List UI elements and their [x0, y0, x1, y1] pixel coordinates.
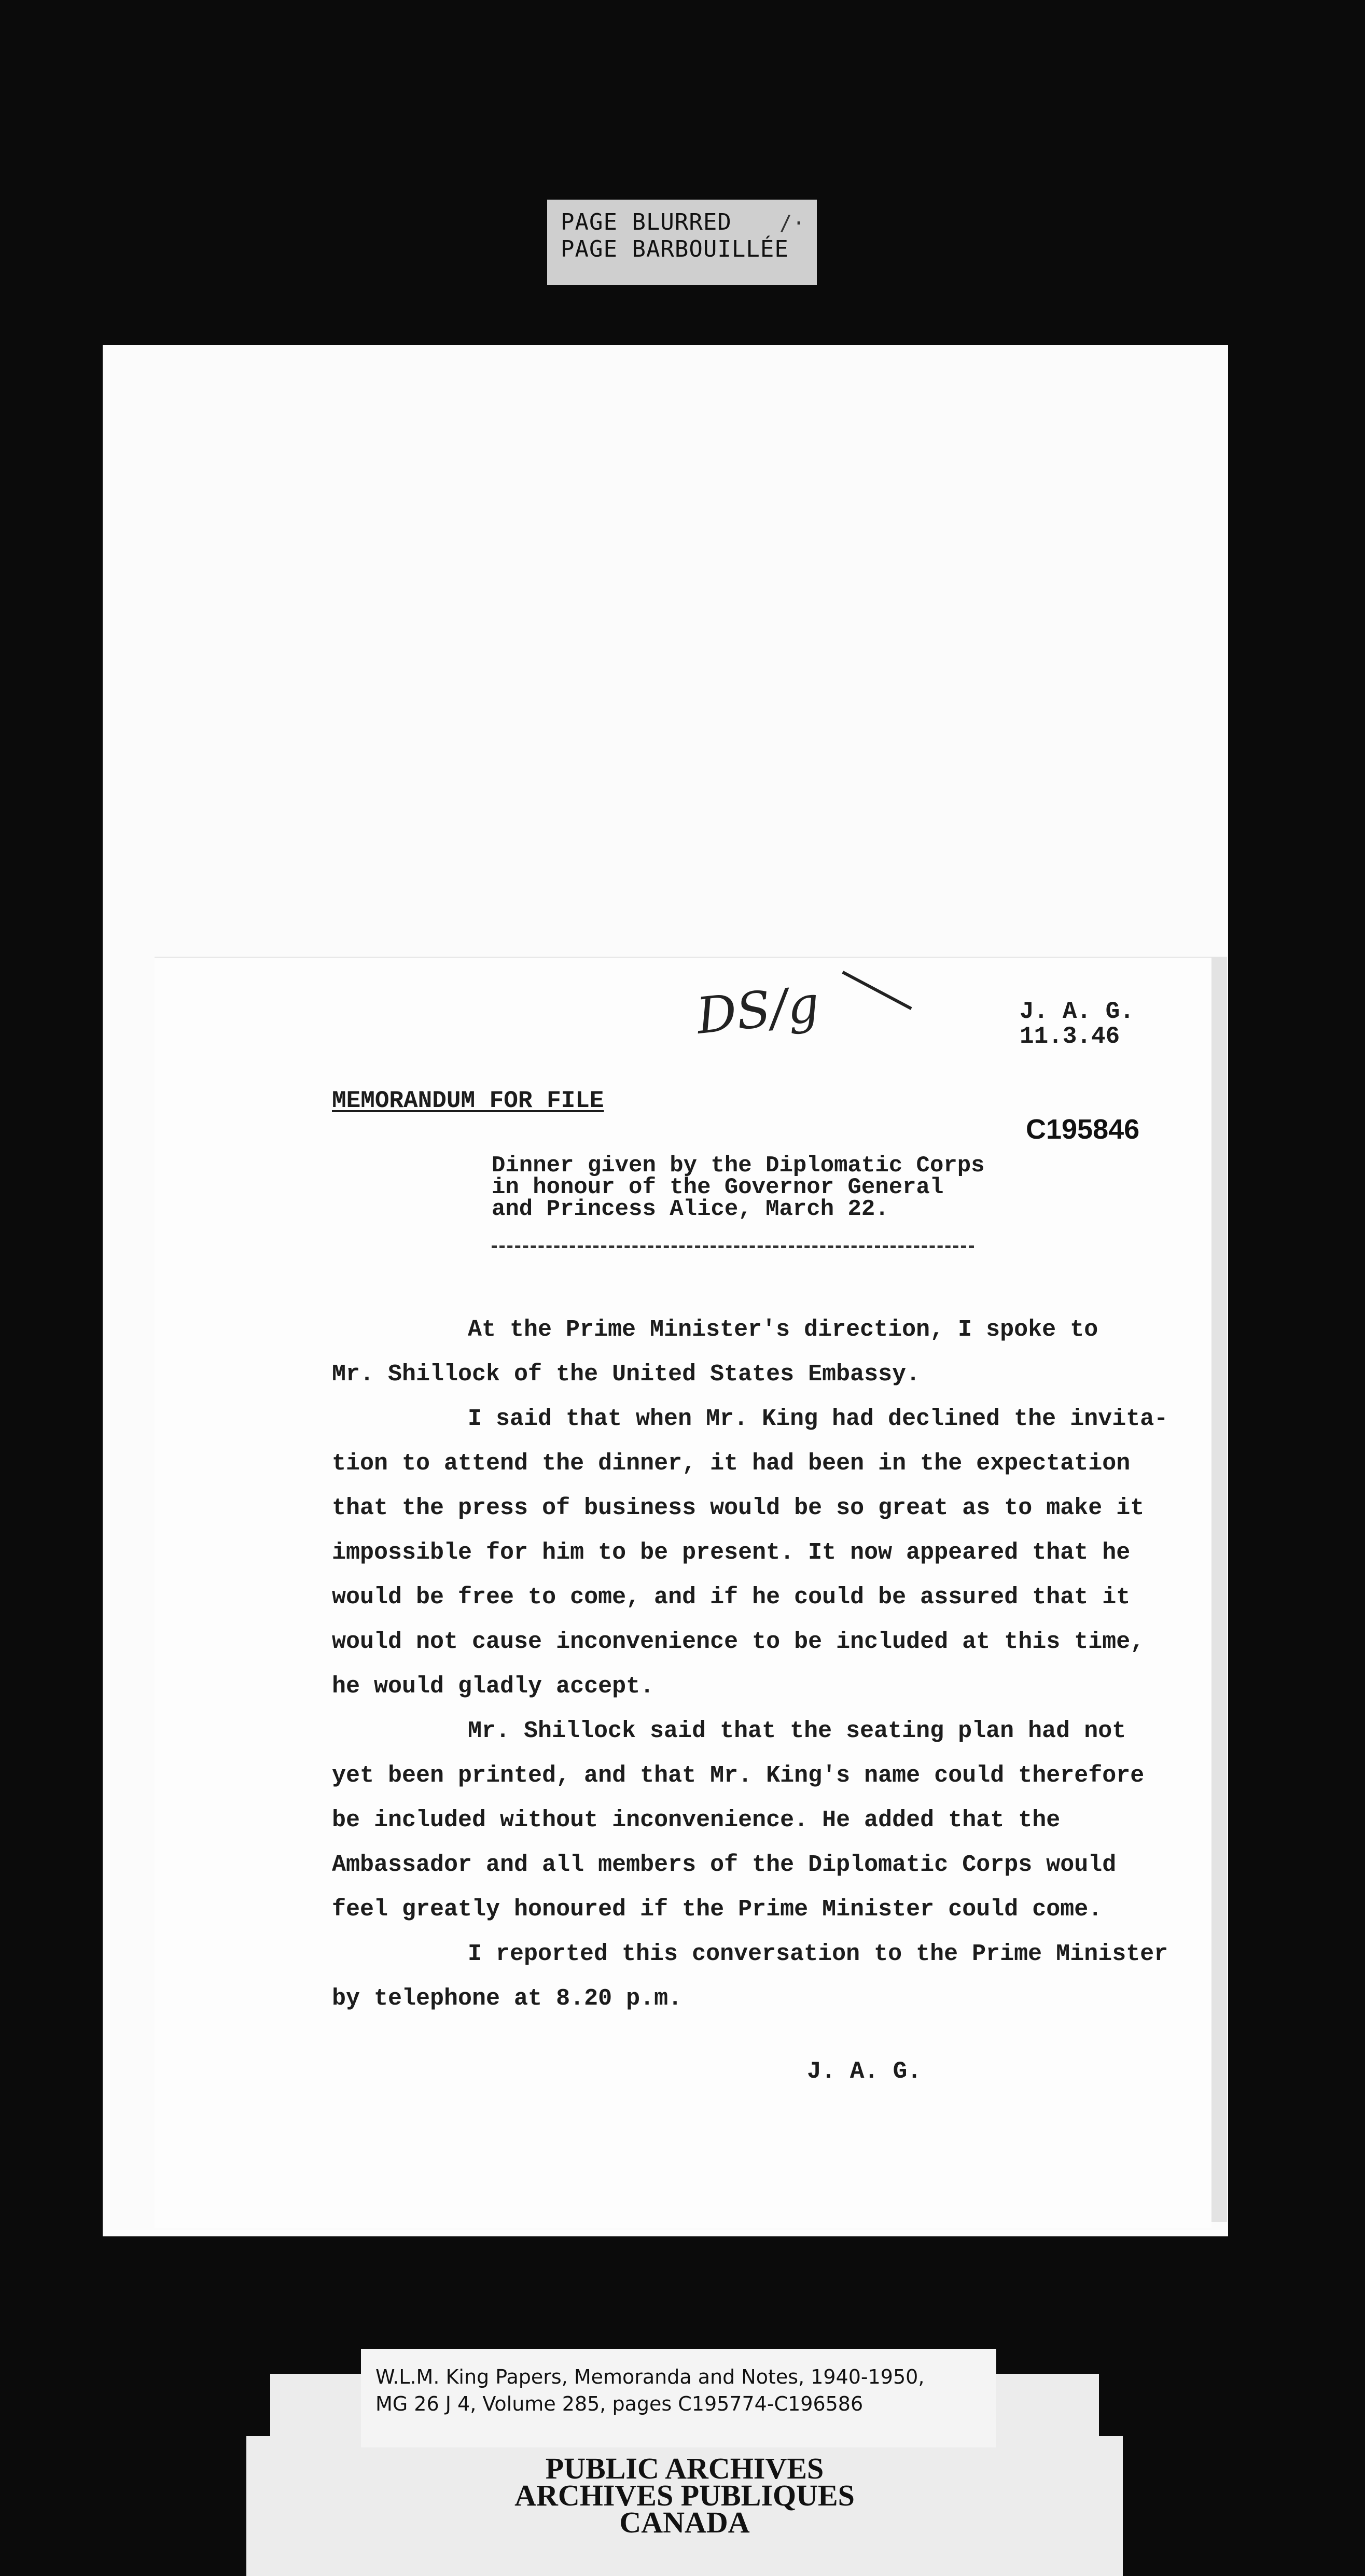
body-line: would be free to come, and if he could be assured that it	[332, 1584, 1131, 1611]
author-initials-date	[1020, 999, 1134, 1049]
memo-signature: J. A. G.	[807, 2058, 922, 2085]
archive-reference-line: MG 26 J 4, Volume 285, pages C195774-C196586	[375, 2392, 863, 2415]
page-blurred-label	[547, 200, 817, 285]
handwritten-scribble-icon	[842, 971, 912, 1010]
body-line: Mr. Shillock of the United States Embassy.	[332, 1361, 921, 1388]
archive-name-line: CANADA	[619, 2505, 750, 2539]
body-line: impossible for him to be present. It now appeared that he	[332, 1539, 1131, 1566]
handwritten-initials: DS/g	[693, 974, 822, 1046]
document-number: C195846	[1026, 1114, 1140, 1145]
memo-heading: MEMORANDUM FOR FILE	[332, 1087, 604, 1114]
body-line: feel greatly honoured if the Prime Minister could come.	[332, 1896, 1103, 1923]
memo-body	[332, 1308, 1317, 2021]
archive-reference	[361, 2349, 996, 2447]
memorandum-page	[155, 957, 1211, 2228]
body-line: At the Prime Minister's direction, I spoke to	[468, 1317, 1098, 1343]
author-initials: J. A. G.	[1020, 998, 1134, 1025]
body-line: Mr. Shillock said that the seating plan had not	[468, 1718, 1126, 1744]
archive-reference-line: W.L.M. King Papers, Memoranda and Notes, 1940-1950,	[375, 2365, 925, 2388]
memo-date: 11.3.46	[1020, 1023, 1120, 1050]
archive-name-line: PUBLIC ARCHIVES	[545, 2452, 824, 2485]
body-line: he would gladly accept.	[332, 1673, 654, 1700]
body-line: would not cause inconvenience to be included at this time,	[332, 1629, 1145, 1655]
subject-divider	[492, 1245, 974, 1248]
archive-name-line: ARCHIVES PUBLIQUES	[514, 2479, 855, 2512]
blurred-label-line-2: PAGE BARBOUILLÉE	[561, 236, 789, 262]
body-line: yet been printed, and that Mr. King's name could therefore	[332, 1762, 1145, 1789]
body-line: I reported this conversation to the Prime Minister	[468, 1941, 1168, 1967]
subject-line: in honour of the Governor General	[492, 1174, 944, 1200]
body-line: Ambassador and all members of the Diplomatic Corps would	[332, 1852, 1117, 1878]
archive-name	[246, 2452, 1123, 2539]
subject-line: Dinner given by the Diplomatic Corps	[492, 1153, 985, 1179]
label-notch	[1099, 2374, 1123, 2436]
body-line: be included without inconvenience. He added that the	[332, 1807, 1061, 1833]
blurred-label-line-1: PAGE BLURRED	[561, 209, 732, 235]
body-line: tion to attend the dinner, it had been in the expectation	[332, 1450, 1131, 1477]
body-line: that the press of business would be so great as to make it	[332, 1495, 1145, 1521]
pen-mark-icon: /·	[779, 212, 806, 235]
label-notch	[246, 2374, 270, 2436]
memo-subject	[492, 1155, 985, 1220]
body-line: by telephone at 8.20 p.m.	[332, 1985, 682, 2012]
subject-line: and Princess Alice, March 22.	[492, 1196, 889, 1222]
body-line: I said that when Mr. King had declined the invita-	[468, 1406, 1168, 1432]
